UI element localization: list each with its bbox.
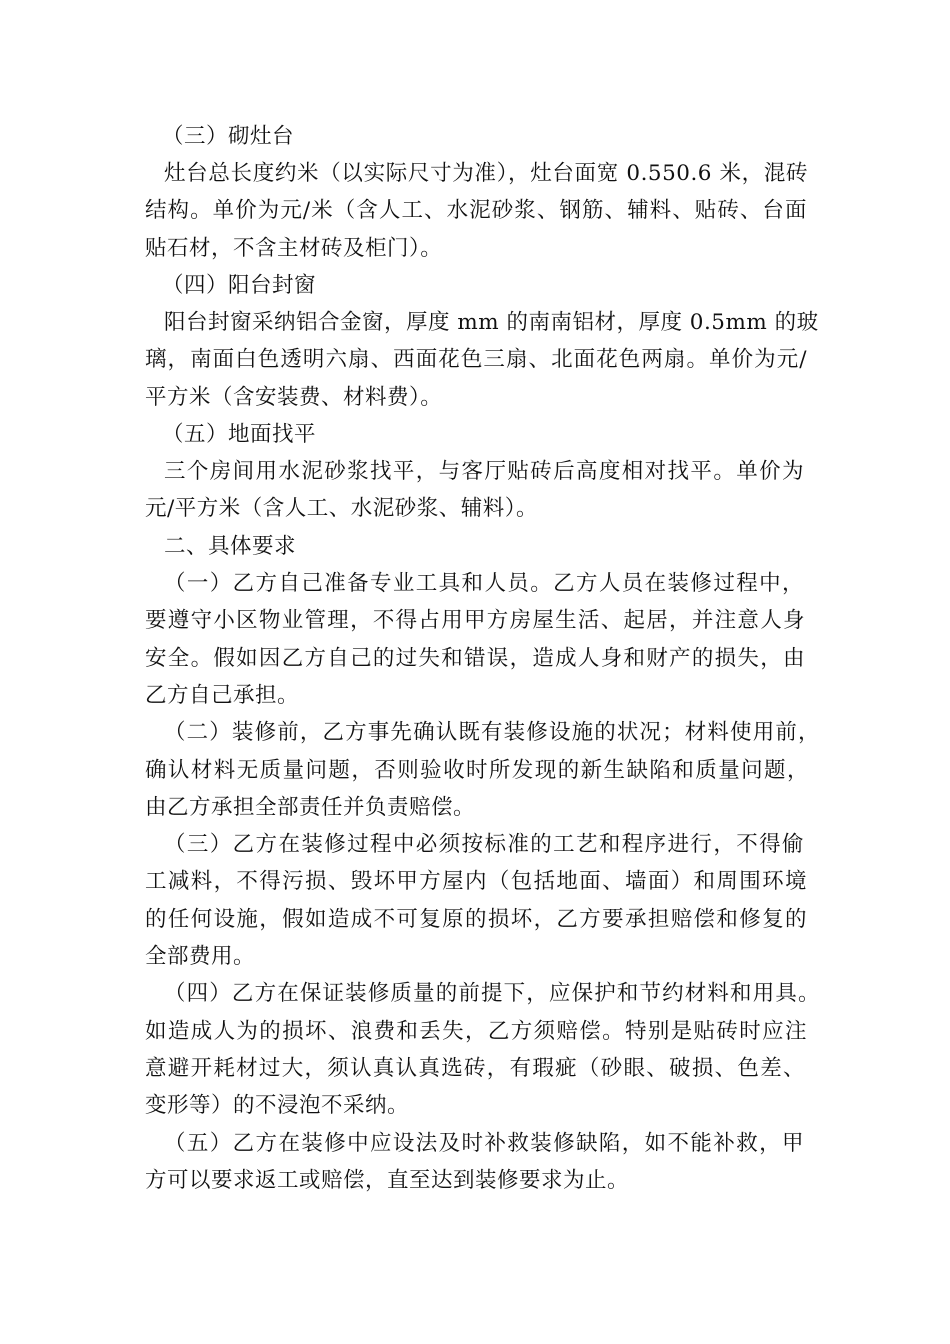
heading-4-balcony: （四）阳台封窗 — [162, 273, 317, 298]
paragraph-line: 元/平方米（含人工、水泥砂浆、辅料）。 — [145, 496, 538, 521]
paragraph-line: 如造成人为的损坏、浪费和丢失，乙方须赔偿。特别是贴砖时应注 — [145, 1019, 807, 1044]
paragraph-line: 变形等）的不浸泡不采纳。 — [145, 1093, 410, 1118]
paragraph-line: 意避开耗材过大，须认真认真选砖，有瑕疵（砂眼、破损、色差、 — [145, 1056, 805, 1081]
paragraph-line: 要遵守小区物业管理，不得占用甲方房屋生活、起居，并注意人身 — [145, 608, 805, 633]
paragraph-line: 三个房间用水泥砂浆找平，与客厅贴砖后高度相对找平。单价为 — [164, 459, 804, 484]
paragraph-line: （三）乙方在装修过程中必须按标准的工艺和程序进行，不得偷 — [164, 832, 804, 857]
paragraph-line: 贴石材，不含主材砖及柜门）。 — [145, 236, 443, 261]
paragraph-line: 平方米（含安装费、材料费）。 — [145, 385, 443, 410]
heading-3-stove: （三）砌灶台 — [162, 124, 295, 149]
paragraph-line: （五）乙方在装修中应设法及时补救装修缺陷，如不能补救，甲 — [164, 1131, 804, 1156]
paragraph-line: 安全。假如因乙方自己的过失和错误，造成人身和财产的损失，由 — [145, 646, 805, 671]
paragraph-line: （一）乙方自己准备专业工具和人员。乙方人员在装修过程中， — [164, 571, 804, 596]
paragraph-line: 的任何设施，假如造成不可复原的损坏，乙方要承担赔偿和修复的 — [145, 907, 807, 932]
paragraph-line: 由乙方承担全部责任并负责赔偿。 — [145, 795, 476, 820]
paragraph-line: 灶台总长度约米（以实际尺寸为准），灶台面宽 0.550.6 米，混砖 — [164, 161, 808, 186]
paragraph-line: 阳台封窗采纳铝合金窗，厚度 mm 的南南铝材，厚度 0.5mm 的玻 — [164, 310, 819, 335]
paragraph-line: 乙方自己承担。 — [145, 683, 300, 708]
paragraph-line: 全部费用。 — [145, 944, 256, 969]
paragraph-line: 确认材料无质量问题，否则验收时所发现的新生缺陷和质量问题， — [145, 758, 809, 783]
paragraph-line: （二）装修前，乙方事先确认既有装修设施的状况；材料使用前， — [164, 720, 820, 745]
paragraph-line: 方可以要求返工或赔偿，直至达到装修要求为止。 — [145, 1168, 630, 1193]
heading-5-floor: （五）地面找平 — [162, 422, 317, 447]
paragraph-line: 璃，南面白色透明六扇、西面花色三扇、北面花色两扇。单价为元/ — [145, 347, 807, 372]
paragraph-line: （四）乙方在保证装修质量的前提下，应保护和节约材料和用具。 — [164, 981, 820, 1006]
paragraph-line: 工减料，不得污损、毁坏甲方屋内（包括地面、墙面）和周围环境 — [145, 869, 807, 894]
paragraph-line: 结构。单价为元/米（含人工、水泥砂浆、钢筋、辅料、贴砖、台面 — [145, 198, 807, 223]
section-2-heading: 二、具体要求 — [164, 534, 297, 559]
